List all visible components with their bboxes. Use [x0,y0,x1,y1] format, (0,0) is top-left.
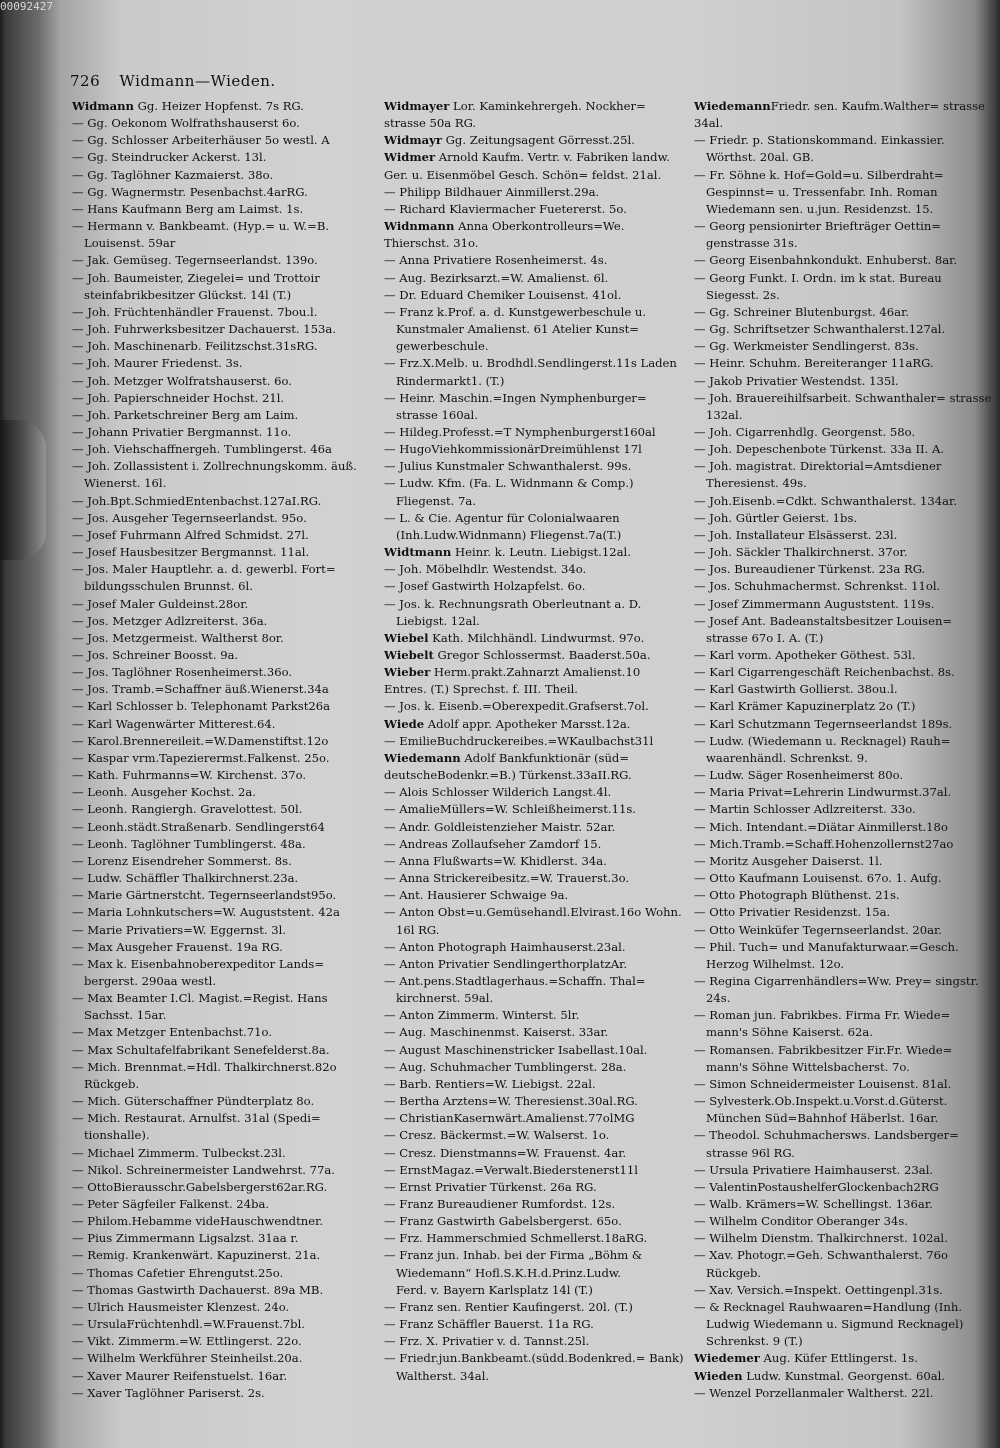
surname-entry: Wieber Herm.prakt.Zahnarzt Amalienst.10 Entres. (T.) Sprechst. f. III. Theil. [384,665,641,697]
directory-entry: — Joh. Gürtler Geierst. 1bs. [694,510,994,527]
directory-entry: — Joh. Möbelhdlr. Westendst. 34o. [384,561,686,578]
directory-entry: — Marie Gärtnerstcht. Tegernseerlandst95o. [72,887,374,904]
column-1 [72,98,374,1400]
directory-entry: — Gg. Schreiner Blutenburgst. 46ar. [694,304,994,321]
directory-entry: — Joh. Zollassistent i. Zollrechnungskomm. äuß. Wienerst. 16l. [72,458,374,492]
directory-entry: — Julius Kunstmaler Schwanthalerst. 99s. [384,458,686,475]
directory-entry: — Jos. Ausgeher Tegernseerlandst. 95o. [72,510,374,527]
archive-stamp: 00092427 [0,0,53,13]
surname: Wieber [384,665,431,680]
directory-entry: — Joh. Fuhrwerksbesitzer Dachauerst. 153a. [72,321,374,338]
directory-entry: — Gg. Schlosser Arbeiterhäuser 5o westl. A [72,132,374,149]
directory-entry: — Heinr. Schuhm. Bereiteranger 11aRG. [694,355,994,372]
directory-entry: — Karl Gastwirth Gollierst. 38ou.l. [694,681,994,698]
directory-entry: — Jos. Metzger Adlzreiterst. 36a. [72,613,374,630]
page-range: Widmann—Wieden. [119,72,276,90]
directory-entry: — Romansen. Fabrikbesitzer Fir.Fr. Wiede= mann's Söhne Wittelsbacherst. 7o. [694,1042,994,1076]
directory-entry: — Wilhelm Dienstm. Thalkirchnerst. 102al. [694,1230,994,1247]
directory-entry: — Cresz. Bäckermst.=W. Walserst. 1o. [384,1127,686,1144]
directory-entry: — Max k. Eisenbahnoberexpeditor Lands= bergerst. 290aa westl. [72,956,374,990]
directory-entry: — Thomas Cafetier Ehrengutst.25o. [72,1265,374,1282]
directory-entry: — Simon Schneidermeister Louisenst. 81al. [694,1076,994,1093]
directory-entry: — Heinr. Maschin.=Ingen Nymphenburger= strasse 160al. [384,390,686,424]
surname-entry: Wiebelt Gregor Schlossermst. Baaderst.50a. [384,648,651,662]
surname-entry: Widtmann Heinr. k. Leutn. Liebigst.12al. [384,545,631,560]
directory-entry: — Josef Zimmermann Auguststent. 119s. [694,596,994,613]
directory-entry: — Karol.Brennereileit.=W.Damenstiftst.12o [72,733,374,750]
directory-entry: — Karl Wagenwärter Mitterest.64. [72,716,374,733]
directory-entry: — Josef Hausbesitzer Bergmannst. 11al. [72,544,374,561]
directory-entry: — Sylvesterk.Ob.Inspekt.u.Vorst.d.Güterst. München Süd=Bahnhof Häberlst. 16ar. [694,1093,994,1127]
directory-entry: — Jos. Schuhmachermst. Schrenkst. 11ol. [694,578,994,595]
directory-entry: — Franz k.Prof. a. d. Kunstgewerbeschule u. Kunstmaler Amalienst. 61 Atelier Kunst= gewerbeschule. [384,304,686,355]
directory-entry: — Joh. magistrat. Direktorial=Amtsdiener Theresienst. 49s. [694,458,994,492]
directory-entry: — Joh. Papierschneider Hochst. 21l. [72,390,374,407]
directory-entry: — ChristianKasernwärt.Amalienst.77olMG [384,1110,686,1127]
directory-entry: — Mich. Güterschaffner Pündterplatz 8o. [72,1093,374,1110]
directory-entry: — Joh. Früchtenhändler Frauenst. 7bou.l. [72,304,374,321]
directory-entry: — Anton Privatier SendlingerthorplatzAr. [384,956,686,973]
directory-entry: — ErnstMagaz.=Verwalt.Biederstenerst11l [384,1162,686,1179]
directory-entry: — Theodol. Schuhmachersws. Landsberger= strasse 96l RG. [694,1127,994,1161]
directory-entry: — Karl Schutzmann Tegernseerlandst 189s. [694,716,994,733]
directory-entry: — Johann Privatier Bergmannst. 11o. [72,424,374,441]
directory-entry: — Xav. Photogr.=Geh. Schwanthalerst. 76o Rückgeb. [694,1247,994,1281]
directory-entry: — August Maschinenstricker Isabellast.10al. [384,1042,686,1059]
directory-entry: — Joh. Metzger Wolfratshauserst. 6o. [72,373,374,390]
directory-entry: — ValentinPostaushelferGlockenbach2RG [694,1179,994,1196]
directory-entry: — Frz.X.Melb. u. Brodhdl.Sendlingerst.11s Laden Rindermarkt1. (T.) [384,355,686,389]
directory-entry: — Joh. Cigarrenhdlg. Georgenst. 58o. [694,424,994,441]
surname-entry: Wiedemer Aug. Küfer Ettlingerst. 1s. [694,1351,918,1366]
directory-entry: — Georg Funkt. I. Ordn. im k stat. Bureau Siegesst. 2s. [694,270,994,304]
surname: Widnmann [384,219,455,234]
directory-entry: — Gg. Steindrucker Ackerst. 13l. [72,149,374,166]
directory-entry: — Jos. Taglöhner Rosenheimerst.36o. [72,664,374,681]
directory-entry: — Leonh.städt.Straßenarb. Sendlingerst64 [72,819,374,836]
directory-entry: — Josef Fuhrmann Alfred Schmidst. 27l. [72,527,374,544]
surname: Wiedemann [384,750,461,765]
directory-entry: — Moritz Ausgeher Daiserst. 1l. [694,853,994,870]
directory-entry: — Kaspar vrm.Tapezierermst.Falkenst. 25o. [72,750,374,767]
directory-entry: — Thomas Gastwirth Dachauerst. 89a MB. [72,1282,374,1299]
directory-entry: — Alois Schlosser Wilderich Langst.4l. [384,784,686,801]
directory-entry: — Wilhelm Conditor Oberanger 34s. [694,1213,994,1230]
directory-entry: — Richard Klaviermacher Fuetererst. 5o. [384,201,686,218]
surname-entry: Wieden Ludw. Kunstmal. Georgenst. 60al. [694,1368,946,1383]
directory-entry: — Xaver Taglöhner Pariserst. 2s. [72,1385,374,1402]
directory-entry: — Leonh. Rangiergh. Gravelottest. 50l. [72,801,374,818]
directory-entry: — Franz sen. Rentier Kaufingerst. 20l. (T.) [384,1299,686,1316]
directory-entry: — Hermann v. Bankbeamt. (Hyp.= u. W.=B. Louisenst. 59ar [72,218,374,252]
directory-entry: — Ludw. Säger Rosenheimerst 80o. [694,767,994,784]
surname: Widmayr [384,133,442,148]
directory-entry: — Pius Zimmermann Ligsalzst. 31aa r. [72,1230,374,1247]
surname: Widmann [72,99,134,113]
directory-entry: — Philipp Bildhauer Ainmillerst.29a. [384,184,686,201]
directory-entry: — Xav. Versich.=Inspekt. Oettingenpl.31s. [694,1282,994,1299]
directory-entry: — Karl Cigarrengeschäft Reichenbachst. 8s. [694,664,994,681]
directory-entry: — Nikol. Schreinermeister Landwehrst. 77a. [72,1162,374,1179]
directory-entry: — Joh. Brauereihilfsarbeit. Schwanthaler= strasse 132al. [694,390,994,424]
directory-entry: — Joh. Installateur Elsässerst. 23l. [694,527,994,544]
directory-entry: — Franz Schäffler Bauerst. 11a RG. [384,1316,686,1333]
directory-entry: — Wenzel Porzellanmaler Waltherst. 22l. [694,1385,994,1402]
directory-entry: — L. & Cie. Agentur für Colonialwaaren (Inh.Ludw.Widnmann) Fliegenst.7a(T.) [384,510,686,544]
directory-entry: — Joh. Viehschaffnergeh. Tumblingerst. 46a [72,441,374,458]
directory-entry: — Andr. Goldleistenzieher Maistr. 52ar. [384,819,686,836]
directory-entry: — Anna Flußwarts=W. Khidlerst. 34a. [384,853,686,870]
directory-entry: — Josef Maler Guldeinst.28or. [72,596,374,613]
directory-entry: — Otto Privatier Residenzst. 15a. [694,904,994,921]
directory-entry: — Joh. Baumeister, Ziegelei= und Trottoir steinfabrikbesitzer Glückst. 14l (T.) [72,270,374,304]
surname: Wiede [384,716,425,731]
directory-entry: — Dr. Eduard Chemiker Louisenst. 41ol. [384,287,686,304]
directory-entry: — Joh.Bpt.SchmiedEntenbachst.127aI.RG. [72,493,374,510]
directory-entry: — Jos. k. Rechnungsrath Oberleutnant a. D. Liebigst. 12al. [384,596,686,630]
directory-entry: — Anna Strickereibesitz.=W. Trauerst.3o. [384,870,686,887]
directory-entry: — Mich. Brennmat.=Hdl. Thalkirchnerst.82o Rückgeb. [72,1059,374,1093]
directory-entry: — Josef Ant. Badeanstaltsbesitzer Louisen= strasse 67o I. A. (T.) [694,613,994,647]
directory-entry: — Jos. Metzgermeist. Waltherst 8or. [72,630,374,647]
directory-entry: — UrsulaFrüchtenhdl.=W.Frauenst.7bl. [72,1316,374,1333]
directory-entry: — Jak. Gemüseg. Tegernseerlandst. 139o. [72,252,374,269]
directory-entry: — Ant.pens.Stadtlagerhaus.=Schaffn. Thal= kirchnerst. 59al. [384,973,686,1007]
surname-entry: WiedemannFriedr. sen. Kaufm.Walther= strasse 34al. [694,99,985,131]
directory-entry: — Jos. Schreiner Boosst. 9a. [72,647,374,664]
directory-entry: — OttoBierausschr.Gabelsbergerst62ar.RG. [72,1179,374,1196]
directory-entry: — HugoViehkommissionärDreimühlenst 17l [384,441,686,458]
directory-entry: — EmilieBuchdruckereibes.=WKaulbachst31l [384,733,686,750]
directory-entry: — Ludw. (Wiedemann u. Recknagel) Rauh= waarenhändl. Schrenkst. 9. [694,733,994,767]
directory-entry: — Josef Gastwirth Holzapfelst. 6o. [384,578,686,595]
directory-entry: — Otto Kaufmann Louisenst. 67o. 1. Aufg. [694,870,994,887]
surname-entry: Wiede Adolf appr. Apotheker Marsst.12a. [384,716,631,731]
directory-entry: — Hans Kaufmann Berg am Laimst. 1s. [72,201,374,218]
directory-entry: — Aug. Schuhmacher Tumblingerst. 28a. [384,1059,686,1076]
directory-entry: — Jos. Tramb.=Schaffner äuß.Wienerst.34a [72,681,374,698]
column-2 [384,98,686,1388]
directory-entry: — Peter Sägfeiler Falkenst. 24ba. [72,1196,374,1213]
directory-entry: — Lorenz Eisendreher Sommerst. 8s. [72,853,374,870]
directory-entry: — Gg. Schriftsetzer Schwanthalerst.127al. [694,321,994,338]
binding-clip [0,420,46,560]
directory-entry: — Max Schultafelfabrikant Senefelderst.8a. [72,1042,374,1059]
directory-entry: — Gg. Wagnermstr. Pesenbachst.4arRG. [72,184,374,201]
surname: Widtmann [384,545,452,560]
surname: Wieden [694,1368,743,1383]
directory-entry: — Friedr. p. Stationskommand. Einkassier. Wörthst. 20al. GB. [694,132,994,166]
directory-entry: — Jos. Bureaudiener Türkenst. 23a RG. [694,561,994,578]
directory-entry: — Phil. Tuch= und Manufakturwaar.=Gesch. Herzog Wilhelmst. 12o. [694,939,994,973]
directory-entry: — Jos. k. Eisenb.=Oberexpedit.Grafserst.7ol. [384,698,686,715]
directory-entry: — Aug. Maschinenmst. Kaiserst. 33ar. [384,1024,686,1041]
directory-entry: — Anton Photograph Haimhauserst.23al. [384,939,686,956]
directory-entry: — Karl vorm. Apotheker Göthest. 53l. [694,647,994,664]
directory-entry: — Joh. Parketschreiner Berg am Laim. [72,407,374,424]
directory-entry: — Kath. Fuhrmanns=W. Kirchenst. 37o. [72,767,374,784]
page-header [70,72,276,90]
directory-entry: — Roman jun. Fabrikbes. Firma Fr. Wiede= mann's Söhne Kaiserst. 62a. [694,1007,994,1041]
directory-entry: — Joh. Maschinenarb. Feilitzschst.31sRG. [72,338,374,355]
directory-entry: — Maria Privat=Lehrerin Lindwurmst.37al. [694,784,994,801]
directory-entry: — Fr. Söhne k. Hof=Gold=u. Silberdraht= Gespinnst= u. Tressenfabr. Inh. Roman Wiedemann sen. u.jun. Residenzst. 15. [694,167,994,218]
surname-entry: Wiebel Kath. Milchhändl. Lindwurmst. 97o. [384,630,645,645]
directory-entry: — Franz Bureaudiener Rumfordst. 12s. [384,1196,686,1213]
directory-entry: — Bertha Arztens=W. Theresienst.30al.RG. [384,1093,686,1110]
directory-entry: — Karl Schlosser b. Telephonamt Parkst26a [72,698,374,715]
directory-entry: — Franz Gastwirth Gabelsbergerst. 65o. [384,1213,686,1230]
directory-entry: — Ulrich Hausmeister Klenzest. 24o. [72,1299,374,1316]
directory-entry: — Barb. Rentiers=W. Liebigst. 22al. [384,1076,686,1093]
directory-entry: — Max Ausgeher Frauenst. 19a RG. [72,939,374,956]
directory-entry: — Walb. Krämers=W. Schellingst. 136ar. [694,1196,994,1213]
directory-entry: — Joh. Säckler Thalkirchnerst. 37or. [694,544,994,561]
directory-entry: — Frz. X. Privatier v. d. Tannst.25l. [384,1333,686,1350]
directory-entry: — Wilhelm Werkführer Steinheilst.20a. [72,1350,374,1367]
directory-entry: — Maria Lohnkutschers=W. Auguststent. 42a [72,904,374,921]
directory-entry: — Martin Schlosser Adlzreiterst. 33o. [694,801,994,818]
directory-entry: — Max Beamter I.Cl. Magist.=Regist. Hans Sachsst. 15ar. [72,990,374,1024]
directory-entry: — Mich. Intendant.=Diätar Ainmillerst.18o [694,819,994,836]
surname-entry: Widmayer Lor. Kaminkehrergeh. Nockher= strasse 50a RG. [384,99,646,131]
surname: Widmer [384,150,436,165]
directory-entry: — Gg. Werkmeister Sendlingerst. 83s. [694,338,994,355]
directory-entry: — Leonh. Ausgeher Kochst. 2a. [72,784,374,801]
directory-entry: — Philom.Hebamme videHauschwendtner. [72,1213,374,1230]
directory-entry: — Georg pensionirter Briefträger Oettin= genstrasse 31s. [694,218,994,252]
directory-entry: — Anna Privatiere Rosenheimerst. 4s. [384,252,686,269]
directory-entry: — & Recknagel Rauhwaaren=Handlung (Inh. Ludwig Wiedemann u. Sigmund Recknagel) Schrenkst. 9 (T.) [694,1299,994,1350]
directory-entry: — Jos. Maler Hauptlehr. a. d. gewerbl. Fort= bildungsschulen Brunnst. 6l. [72,561,374,595]
directory-entry: — Remig. Krankenwärt. Kapuzinerst. 21a. [72,1247,374,1264]
directory-entry: — Franz jun. Inhab. bei der Firma „Böhm & Wiedemann“ Hofl.S.K.H.d.Prinz.Ludw. [384,1247,686,1281]
directory-entry: — Frz. Hammerschmied Schmellerst.18aRG. [384,1230,686,1247]
surname-entry: Widmann Gg. Heizer Hopfenst. 7s RG. [72,99,304,113]
page-number: 726 [70,72,101,90]
directory-entry: — Aug. Bezirksarzt.=W. Amalienst. 6l. [384,270,686,287]
directory-entry: — Ant. Hausierer Schwaige 9a. [384,887,686,904]
directory-entry: — Xaver Maurer Reifenstuelst. 16ar. [72,1368,374,1385]
directory-entry: — Leonh. Taglöhner Tumblingerst. 48a. [72,836,374,853]
directory-entry: — Mich.Tramb.=Schaff.Hohenzollernst27ao [694,836,994,853]
directory-entry: — Michael Zimmerm. Tulbeckst.23l. [72,1145,374,1162]
directory-entry: Ferd. v. Bayern Karlsplatz 14l (T.) [396,1282,593,1297]
directory-entry: — Marie Privatiers=W. Eggernst. 3l. [72,922,374,939]
directory-entry: — Mich. Restaurat. Arnulfst. 31al (Spedi= tionshalle). [72,1110,374,1144]
directory-entry: — Ludw. Kfm. (Fa. L. Widnmann & Comp.) Fliegenst. 7a. [384,475,686,509]
surname: Wiedemer [694,1351,760,1366]
directory-entry: — Ludw. Schäffler Thalkirchnerst.23a. [72,870,374,887]
surname-entry: Widmayr Gg. Zeitungsagent Görresst.25l. [384,133,635,148]
directory-entry: — Regina Cigarrenhändlers=Ww. Prey= singstr. 24s. [694,973,994,1007]
directory-entry: — Joh. Maurer Friedenst. 3s. [72,355,374,372]
directory-entry: — Otto Photograph Blüthenst. 21s. [694,887,994,904]
surname-entry: Widnmann Anna Oberkontrolleurs=We. Thierschst. 31o. [384,219,625,251]
directory-entry: — Gg. Oekonom Wolfrathshauserst 6o. [72,115,374,132]
surname: Widmayer [384,99,450,113]
directory-entry: — Friedr.jun.Bankbeamt.(südd.Bodenkred.= Bank) Waltherst. 34al. [384,1350,686,1384]
directory-entry: — Hildeg.Professt.=T Nymphenburgerst160al [384,424,686,441]
surname: Wiebelt [384,648,434,662]
directory-entry: — Gg. Taglöhner Kazmaierst. 38o. [72,167,374,184]
directory-entry: — Ursula Privatiere Haimhauserst. 23al. [694,1162,994,1179]
directory-entry: — Joh. Depeschenbote Türkenst. 33a II. A. [694,441,994,458]
directory-entry: — Anton Obst=u.Gemüsehandl.Elvirast.16o Wohn. 16l RG. [384,904,686,938]
surname-entry: Wiedemann Adolf Bankfunktionär (süd= deutscheBodenkr.=B.) Türkenst.33aII.RG. [384,750,632,783]
directory-entry: — Jakob Privatier Westendst. 135l. [694,373,994,390]
surname: Wiedemann [694,99,771,113]
directory-entry: — Cresz. Dienstmanns=W. Frauenst. 4ar. [384,1145,686,1162]
directory-entry: — Ernst Privatier Türkenst. 26a RG. [384,1179,686,1196]
directory-entry: — Otto Weinküfer Tegernseerlandst. 20ar. [694,922,994,939]
column-3 [694,98,994,1400]
directory-entry: — Georg Eisenbahnkondukt. Enhuberst. 8ar. [694,252,994,269]
directory-entry: — Karl Krämer Kapuzinerplatz 2o (T.) [694,698,994,715]
directory-entry: — Max Metzger Entenbachst.71o. [72,1024,374,1041]
directory-entry: — Anton Zimmerm. Winterst. 5lr. [384,1007,686,1024]
directory-entry: — AmalieMüllers=W. Schleißheimerst.11s. [384,801,686,818]
directory-entry: — Andreas Zollaufseher Zamdorf 15. [384,836,686,853]
directory-entry: — Vikt. Zimmerm.=W. Ettlingerst. 22o. [72,1333,374,1350]
surname-entry: Widmer Arnold Kaufm. Vertr. v. Fabriken landw. Ger. u. Eisenmöbel Gesch. Schön= feldst. 21al. [384,150,670,182]
surname: Wiebel [384,630,429,645]
directory-entry: — Joh.Eisenb.=Cdkt. Schwanthalerst. 134ar. [694,493,994,510]
